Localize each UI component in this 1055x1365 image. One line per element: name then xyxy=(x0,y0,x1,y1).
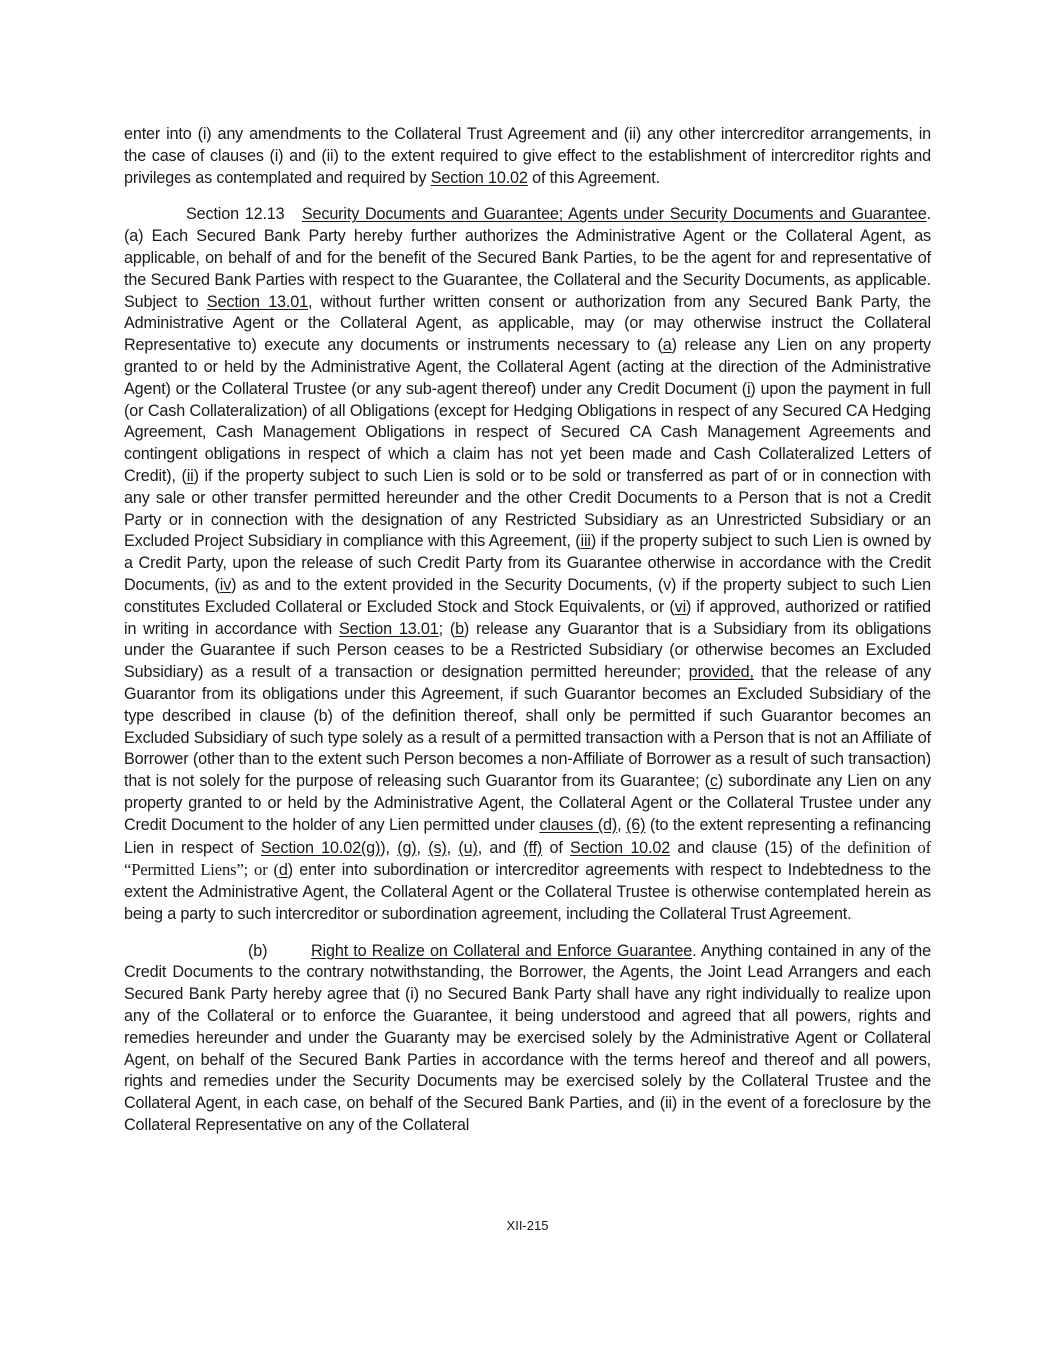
clause-b-title: Right to Realize on Collateral and Enforce Guarantee xyxy=(311,941,693,960)
body-text: , xyxy=(416,838,429,857)
body-text: ) enter into subordination or intercreditor agreements with respect to Indebtedness to the extent the Administrative Agent, the Collateral Agent or the Collateral Trustee is otherwise contemplated herein as being a party to such intercreditor or subordination agreement, including the Collateral Trust Agreement. xyxy=(124,861,931,923)
cross-reference: Section 13.01 xyxy=(339,619,439,638)
body-text: ) subordinate any Lien on any property granted to or held by the Administrative Agent, the Collateral Agent or the Collateral Trustee under any Credit Document to the holder of any Lien permitted under xyxy=(124,772,931,834)
section-12-13-paragraph xyxy=(124,204,931,925)
clause-b-label: (b) xyxy=(248,941,268,960)
body-text: . (a) Each Secured Bank Party hereby further authorizes the Administrative Agent or the Collateral Agent, as applicable, on behalf of and for the benefit of the Secured Bank Parties, to be the agent for and representative of the Secured Bank Parties with respect to the Guarantee, the Collateral and the Security Documents, as applicable. Subject to xyxy=(124,205,931,311)
section-number: Section 12.13 xyxy=(186,205,285,224)
clause-label: ii xyxy=(186,466,194,485)
body-text: ) if approved, authorized or ratified in writing in accordance with xyxy=(124,597,931,638)
body-text: , xyxy=(617,815,627,834)
clause-label: a xyxy=(662,336,672,355)
document-body xyxy=(124,124,931,1137)
body-text: , without further written consent or authorization from any Secured Bank Party, the Administrative Agent or the Collateral Agent, as applicable, may (or may otherwise instruct the Collateral Representative to) execute any documents or instruments necessary to ( xyxy=(124,292,931,355)
body-text: ) if the property subject to such Lien is owned by a Credit Party, upon the release of such Credit Party from its Guarantee otherwise in accordance with the Credit Documents, ( xyxy=(124,532,932,594)
clause-label: iv xyxy=(219,575,232,594)
cross-reference: Section 13.01 xyxy=(206,292,308,311)
body-text: , xyxy=(446,838,459,857)
body-text: ) release any Guarantor that is a Subsidiary from its obligations under the Guarantee if such Person ceases to be a Restricted Subsidiary (or otherwise becomes an Excluded Subsidiary) as a result of a transaction or designation permitted hereunder; xyxy=(124,619,932,682)
cross-reference: (s) xyxy=(428,838,447,857)
intro-paragraph xyxy=(124,124,931,189)
body-text: and clause (15) of xyxy=(670,838,814,857)
page-number: XII-215 xyxy=(506,1218,549,1233)
body-text: ; ( xyxy=(438,619,456,638)
body-text: ) upon the payment in full (or Cash Collateralization) of all Obligations (except for Hedging Obligations in respect of any Secured CA Hedging Agreement, Cash Management Obligations in respect of Secured CA Cash Management Agreements and contingent obligations in respect of which a claim has not yet been made and Cash Collateralized Letters of Credit), ( xyxy=(124,379,931,485)
intro-text: enter into (i) any amendments to the Collateral Trust Agreement and (ii) any other intercreditor arrangements, in the case of clauses (i) and (ii) to the extent required to give effect to the establishment of intercreditor rights and privileges as contemplated and required by xyxy=(124,125,931,187)
body-text: ) as and to the extent provided in the Security Documents, (v) if the property subject to such Lien constitutes Excluded Collateral or Excluded Stock and Stock Equivalents, or ( xyxy=(124,575,931,616)
clause-label: c xyxy=(709,772,718,791)
cross-reference: Section 10.02 xyxy=(430,168,528,187)
body-text: ), xyxy=(380,838,398,857)
cross-reference: (6) xyxy=(626,815,646,834)
cross-reference: clauses (d) xyxy=(539,815,618,834)
body-text-serif: the definition of “Permitted Liens”; or ( xyxy=(124,837,931,880)
body-text: that the release of any Guarantor from its obligations under this Agreement, if such Guarantor becomes an Excluded Subsidiary of the type described in clause (b) of the definition thereof, shall only be permitted if such Guarantor becomes an Excluded Subsidiary of such type solely as a result of a permitted transaction with a Person that is not an Affiliate of Borrower (other than to the extent such Person becomes a non-Affiliate of Borrower as a result of such transaction) that is not solely for the purpose of releasing such Guarantor from its Guarantee; ( xyxy=(124,663,931,791)
cross-reference: (g) xyxy=(397,838,417,857)
intro-end-text: of this Agreement. xyxy=(527,168,660,187)
body-text: of xyxy=(542,838,571,857)
clause-b-paragraph xyxy=(124,941,931,1137)
body-text: ) release any Lien on any property granted to or held by the Administrative Agent, the Collateral Agent (acting at the direction of the Administrative Agent) or the Collateral Trustee (or any sub-agent thereof) under any Credit Document ( xyxy=(124,336,932,398)
clause-label: vi xyxy=(674,597,687,616)
clause-label: i xyxy=(746,379,751,398)
section-title: Security Documents and Guarantee; Agents under Security Documents and Guarantee xyxy=(301,205,927,224)
cross-reference: (ff) xyxy=(523,838,543,857)
cross-reference: Section 10.02 xyxy=(570,838,671,857)
provided-term: provided, xyxy=(688,663,754,682)
cross-reference: (u) xyxy=(458,838,478,857)
body-text: . Anything contained in any of the Credit Documents to the contrary notwithstanding, the Borrower, the Agents, the Joint Lead Arrangers and each Secured Bank Party hereby agree that (i) no Secured Bank Party shall have any right individually to realize upon any of the Collateral or to enforce the Guarantee, it being understood and agreed that all powers, rights and remedies hereunder and under the Guaranty may be exercised solely by the Administrative Agent or Collateral Agent, on behalf of the Secured Bank Parties in accordance with the terms hereof and thereof and all powers, rights and remedies under the Security Documents may be exercised solely by the Collateral Trustee and the Collateral Agent, in each case, on behalf of the Secured Bank Parties, and (ii) in the event of a foreclosure by the Collateral Representative on any of the Collateral xyxy=(124,941,931,1135)
body-text: ) if the property subject to such Lien is sold or to be sold or transferred as part of or in connection with any sale or other transfer permitted hereunder and the other Credit Documents to a Person that is not a Credit Party or in connection with the designation of any Restricted Subsidiary as an Unrestricted Subsidiary or an Excluded Project Subsidiary in compliance with this Agreement, ( xyxy=(124,466,931,551)
body-text: (to the extent representing a refinancing Lien in respect of xyxy=(124,815,931,857)
cross-reference: Section 10.02(g) xyxy=(260,838,381,857)
clause-label: b xyxy=(455,619,464,638)
body-text: , and xyxy=(477,838,524,857)
clause-label: d xyxy=(278,861,288,880)
clause-label: iii xyxy=(580,532,591,551)
